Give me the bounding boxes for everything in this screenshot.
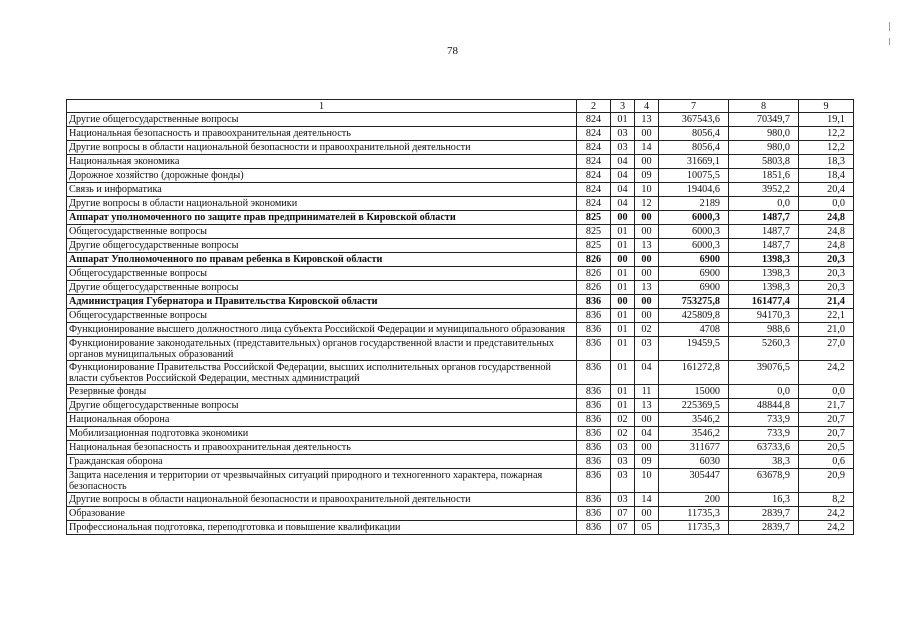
row-name-cell: Национальная оборона [67, 413, 577, 427]
row-percent-cell: 18,3 [799, 155, 854, 169]
row-section-cell: 03 [611, 455, 635, 469]
row-subsection-cell: 14 [635, 141, 659, 155]
row-code-cell: 836 [577, 441, 611, 455]
row-percent-cell: 20,5 [799, 441, 854, 455]
row-section-cell: 01 [611, 309, 635, 323]
row-subsection-cell: 00 [635, 507, 659, 521]
row-name-cell: Функционирование законодательных (представительных) органов государственной власти и представительных органов муниципальных образований [67, 337, 577, 361]
row-execution-cell: 733,9 [729, 413, 799, 427]
row-percent-cell: 24,2 [799, 361, 854, 385]
row-plan-cell: 31669,1 [659, 155, 729, 169]
row-execution-cell: 16,3 [729, 493, 799, 507]
row-percent-cell: 0,0 [799, 385, 854, 399]
row-percent-cell: 20,7 [799, 413, 854, 427]
table-row [67, 267, 854, 281]
row-execution-cell: 5260,3 [729, 337, 799, 361]
row-code-cell: 836 [577, 361, 611, 385]
row-plan-cell: 8056,4 [659, 127, 729, 141]
row-code-cell: 825 [577, 225, 611, 239]
row-name-cell: Другие общегосударственные вопросы [67, 399, 577, 413]
row-subsection-cell: 04 [635, 361, 659, 385]
table-row [67, 361, 854, 385]
table-row [67, 113, 854, 127]
row-subsection-cell: 09 [635, 455, 659, 469]
scan-edge-mark [889, 22, 890, 31]
row-section-cell: 01 [611, 399, 635, 413]
row-percent-cell: 21,0 [799, 323, 854, 337]
row-execution-cell: 39076,5 [729, 361, 799, 385]
row-execution-cell: 1398,3 [729, 267, 799, 281]
row-code-cell: 836 [577, 469, 611, 493]
row-percent-cell: 0,6 [799, 455, 854, 469]
row-plan-cell: 19459,5 [659, 337, 729, 361]
row-execution-cell: 0,0 [729, 385, 799, 399]
row-code-cell: 824 [577, 127, 611, 141]
row-plan-cell: 225369,5 [659, 399, 729, 413]
row-section-cell: 00 [611, 211, 635, 225]
row-subsection-cell: 00 [635, 253, 659, 267]
row-section-cell: 01 [611, 337, 635, 361]
row-plan-cell: 11735,3 [659, 507, 729, 521]
row-section-cell: 00 [611, 253, 635, 267]
row-subsection-cell: 00 [635, 211, 659, 225]
budget-table [66, 99, 854, 535]
row-section-cell: 00 [611, 295, 635, 309]
row-code-cell: 824 [577, 113, 611, 127]
row-code-cell: 836 [577, 399, 611, 413]
row-execution-cell: 988,6 [729, 323, 799, 337]
row-subsection-cell: 10 [635, 469, 659, 493]
row-plan-cell: 367543,6 [659, 113, 729, 127]
row-section-cell: 01 [611, 267, 635, 281]
table-row [67, 337, 854, 361]
row-execution-cell: 2839,7 [729, 521, 799, 535]
row-execution-cell: 48844,8 [729, 399, 799, 413]
row-subsection-cell: 12 [635, 197, 659, 211]
row-subsection-cell: 00 [635, 155, 659, 169]
row-name-cell: Национальная безопасность и правоохранительная деятельность [67, 127, 577, 141]
row-section-cell: 01 [611, 281, 635, 295]
row-subsection-cell: 02 [635, 323, 659, 337]
row-execution-cell: 980,0 [729, 141, 799, 155]
row-code-cell: 826 [577, 281, 611, 295]
row-execution-cell: 161477,4 [729, 295, 799, 309]
row-code-cell: 836 [577, 295, 611, 309]
table-row [67, 521, 854, 535]
row-code-cell: 836 [577, 337, 611, 361]
row-percent-cell: 12,2 [799, 141, 854, 155]
table-row [67, 469, 854, 493]
row-plan-cell: 6030 [659, 455, 729, 469]
row-section-cell: 03 [611, 493, 635, 507]
row-section-cell: 01 [611, 225, 635, 239]
row-subsection-cell: 00 [635, 127, 659, 141]
row-name-cell: Образование [67, 507, 577, 521]
row-name-cell: Аппарат Уполномоченного по правам ребенка в Кировской области [67, 253, 577, 267]
row-code-cell: 824 [577, 183, 611, 197]
row-name-cell: Другие общегосударственные вопросы [67, 239, 577, 253]
row-subsection-cell: 00 [635, 267, 659, 281]
row-plan-cell: 3546,2 [659, 413, 729, 427]
row-name-cell: Резервные фонды [67, 385, 577, 399]
row-subsection-cell: 13 [635, 239, 659, 253]
row-plan-cell: 305447 [659, 469, 729, 493]
table-row [67, 427, 854, 441]
table-row [67, 127, 854, 141]
row-name-cell: Общегосударственные вопросы [67, 309, 577, 323]
header-cell-percent: 9 [799, 100, 854, 113]
row-execution-cell: 1398,3 [729, 281, 799, 295]
row-plan-cell: 11735,3 [659, 521, 729, 535]
row-execution-cell: 980,0 [729, 127, 799, 141]
row-percent-cell: 27,0 [799, 337, 854, 361]
row-subsection-cell: 13 [635, 399, 659, 413]
row-code-cell: 824 [577, 169, 611, 183]
row-percent-cell: 20,3 [799, 267, 854, 281]
row-percent-cell: 8,2 [799, 493, 854, 507]
row-percent-cell: 21,4 [799, 295, 854, 309]
row-plan-cell: 753275,8 [659, 295, 729, 309]
row-section-cell: 01 [611, 361, 635, 385]
row-subsection-cell: 13 [635, 113, 659, 127]
table-row [67, 507, 854, 521]
header-cell-execution: 8 [729, 100, 799, 113]
table-row [67, 155, 854, 169]
row-code-cell: 824 [577, 141, 611, 155]
table-row [67, 295, 854, 309]
table-row [67, 455, 854, 469]
row-name-cell: Профессиональная подготовка, переподготовка и повышение квалификации [67, 521, 577, 535]
row-code-cell: 824 [577, 155, 611, 169]
row-code-cell: 836 [577, 507, 611, 521]
row-section-cell: 04 [611, 155, 635, 169]
row-code-cell: 836 [577, 413, 611, 427]
table-row [67, 493, 854, 507]
row-section-cell: 04 [611, 169, 635, 183]
row-section-cell: 03 [611, 127, 635, 141]
row-execution-cell: 1487,7 [729, 211, 799, 225]
row-section-cell: 04 [611, 183, 635, 197]
row-plan-cell: 19404,6 [659, 183, 729, 197]
row-percent-cell: 24,8 [799, 211, 854, 225]
row-percent-cell: 20,3 [799, 253, 854, 267]
row-name-cell: Аппарат уполномоченного по защите прав предпринимателей в Кировской области [67, 211, 577, 225]
header-row [67, 100, 854, 113]
row-plan-cell: 6900 [659, 253, 729, 267]
row-percent-cell: 24,2 [799, 507, 854, 521]
row-code-cell: 824 [577, 197, 611, 211]
row-name-cell: Функционирование Правительства Российской Федерации, высших исполнительных органов государственной власти субъектов Российской Федерации, местных администраций [67, 361, 577, 385]
row-subsection-cell: 09 [635, 169, 659, 183]
row-name-cell: Другие вопросы в области национальной безопасности и правоохранительной деятельности [67, 493, 577, 507]
table-row [67, 441, 854, 455]
table-row [67, 309, 854, 323]
row-execution-cell: 733,9 [729, 427, 799, 441]
row-code-cell: 836 [577, 455, 611, 469]
row-code-cell: 836 [577, 385, 611, 399]
row-percent-cell: 20,4 [799, 183, 854, 197]
row-execution-cell: 3952,2 [729, 183, 799, 197]
row-plan-cell: 161272,8 [659, 361, 729, 385]
header-cell-code: 2 [577, 100, 611, 113]
row-execution-cell: 0,0 [729, 197, 799, 211]
row-name-cell: Другие вопросы в области национальной экономики [67, 197, 577, 211]
row-section-cell: 07 [611, 521, 635, 535]
row-percent-cell: 18,4 [799, 169, 854, 183]
table-row [67, 253, 854, 267]
row-plan-cell: 10075,5 [659, 169, 729, 183]
row-name-cell: Функционирование высшего должностного лица субъекта Российской Федерации и муниципального образования [67, 323, 577, 337]
row-plan-cell: 3546,2 [659, 427, 729, 441]
row-plan-cell: 4708 [659, 323, 729, 337]
row-name-cell: Общегосударственные вопросы [67, 267, 577, 281]
table-row [67, 385, 854, 399]
row-execution-cell: 1851,6 [729, 169, 799, 183]
table-row [67, 239, 854, 253]
row-name-cell: Связь и информатика [67, 183, 577, 197]
row-execution-cell: 38,3 [729, 455, 799, 469]
row-code-cell: 836 [577, 427, 611, 441]
table-row [67, 197, 854, 211]
table-row [67, 169, 854, 183]
table-row [67, 225, 854, 239]
row-percent-cell: 21,7 [799, 399, 854, 413]
header-cell-name: 1 [67, 100, 577, 113]
row-plan-cell: 8056,4 [659, 141, 729, 155]
row-subsection-cell: 03 [635, 337, 659, 361]
row-subsection-cell: 05 [635, 521, 659, 535]
row-plan-cell: 6000,3 [659, 225, 729, 239]
row-plan-cell: 6000,3 [659, 239, 729, 253]
row-name-cell: Администрация Губернатора и Правительства Кировской области [67, 295, 577, 309]
row-name-cell: Другие общегосударственные вопросы [67, 113, 577, 127]
row-percent-cell: 22,1 [799, 309, 854, 323]
row-plan-cell: 311677 [659, 441, 729, 455]
table-row [67, 211, 854, 225]
table-row [67, 399, 854, 413]
row-execution-cell: 1487,7 [729, 225, 799, 239]
row-percent-cell: 20,9 [799, 469, 854, 493]
row-section-cell: 02 [611, 427, 635, 441]
row-execution-cell: 5803,8 [729, 155, 799, 169]
row-section-cell: 02 [611, 413, 635, 427]
row-code-cell: 836 [577, 309, 611, 323]
row-code-cell: 825 [577, 211, 611, 225]
row-subsection-cell: 13 [635, 281, 659, 295]
row-plan-cell: 15000 [659, 385, 729, 399]
header-cell-subsection: 4 [635, 100, 659, 113]
row-code-cell: 825 [577, 239, 611, 253]
row-plan-cell: 200 [659, 493, 729, 507]
row-execution-cell: 94170,3 [729, 309, 799, 323]
row-percent-cell: 20,7 [799, 427, 854, 441]
row-section-cell: 01 [611, 323, 635, 337]
scan-edge-mark [889, 38, 890, 45]
row-percent-cell: 12,2 [799, 127, 854, 141]
row-code-cell: 836 [577, 521, 611, 535]
table-body [67, 113, 854, 535]
row-plan-cell: 6900 [659, 281, 729, 295]
table-row [67, 281, 854, 295]
table-row [67, 323, 854, 337]
row-percent-cell: 24,8 [799, 225, 854, 239]
row-execution-cell: 2839,7 [729, 507, 799, 521]
row-percent-cell: 0,0 [799, 197, 854, 211]
row-percent-cell: 20,3 [799, 281, 854, 295]
row-code-cell: 836 [577, 493, 611, 507]
row-percent-cell: 24,2 [799, 521, 854, 535]
header-cell-section: 3 [611, 100, 635, 113]
table-row [67, 413, 854, 427]
row-name-cell: Защита населения и территории от чрезвычайных ситуаций природного и техногенного характера, пожарная безопасность [67, 469, 577, 493]
row-subsection-cell: 00 [635, 413, 659, 427]
row-subsection-cell: 00 [635, 441, 659, 455]
row-execution-cell: 70349,7 [729, 113, 799, 127]
row-subsection-cell: 00 [635, 225, 659, 239]
row-subsection-cell: 14 [635, 493, 659, 507]
row-percent-cell: 19,1 [799, 113, 854, 127]
table-row [67, 141, 854, 155]
table-row [67, 183, 854, 197]
row-plan-cell: 6000,3 [659, 211, 729, 225]
row-name-cell: Другие общегосударственные вопросы [67, 281, 577, 295]
row-section-cell: 03 [611, 469, 635, 493]
row-code-cell: 826 [577, 267, 611, 281]
row-name-cell: Гражданская оборона [67, 455, 577, 469]
row-execution-cell: 1487,7 [729, 239, 799, 253]
row-section-cell: 01 [611, 239, 635, 253]
row-section-cell: 01 [611, 113, 635, 127]
row-section-cell: 01 [611, 385, 635, 399]
row-section-cell: 03 [611, 141, 635, 155]
row-section-cell: 07 [611, 507, 635, 521]
row-name-cell: Дорожное хозяйство (дорожные фонды) [67, 169, 577, 183]
row-name-cell: Национальная безопасность и правоохранительная деятельность [67, 441, 577, 455]
row-execution-cell: 63678,9 [729, 469, 799, 493]
row-name-cell: Мобилизационная подготовка экономики [67, 427, 577, 441]
row-name-cell: Общегосударственные вопросы [67, 225, 577, 239]
header-cell-plan: 7 [659, 100, 729, 113]
page-number: 78 [447, 45, 458, 57]
table-header [67, 100, 854, 113]
row-subsection-cell: 00 [635, 295, 659, 309]
row-subsection-cell: 04 [635, 427, 659, 441]
row-subsection-cell: 00 [635, 309, 659, 323]
row-code-cell: 826 [577, 253, 611, 267]
row-execution-cell: 63733,6 [729, 441, 799, 455]
row-code-cell: 836 [577, 323, 611, 337]
row-section-cell: 04 [611, 197, 635, 211]
row-name-cell: Национальная экономика [67, 155, 577, 169]
row-name-cell: Другие вопросы в области национальной безопасности и правоохранительной деятельности [67, 141, 577, 155]
row-subsection-cell: 11 [635, 385, 659, 399]
row-plan-cell: 425809,8 [659, 309, 729, 323]
row-percent-cell: 24,8 [799, 239, 854, 253]
row-section-cell: 03 [611, 441, 635, 455]
row-plan-cell: 2189 [659, 197, 729, 211]
row-subsection-cell: 10 [635, 183, 659, 197]
row-plan-cell: 6900 [659, 267, 729, 281]
row-execution-cell: 1398,3 [729, 253, 799, 267]
